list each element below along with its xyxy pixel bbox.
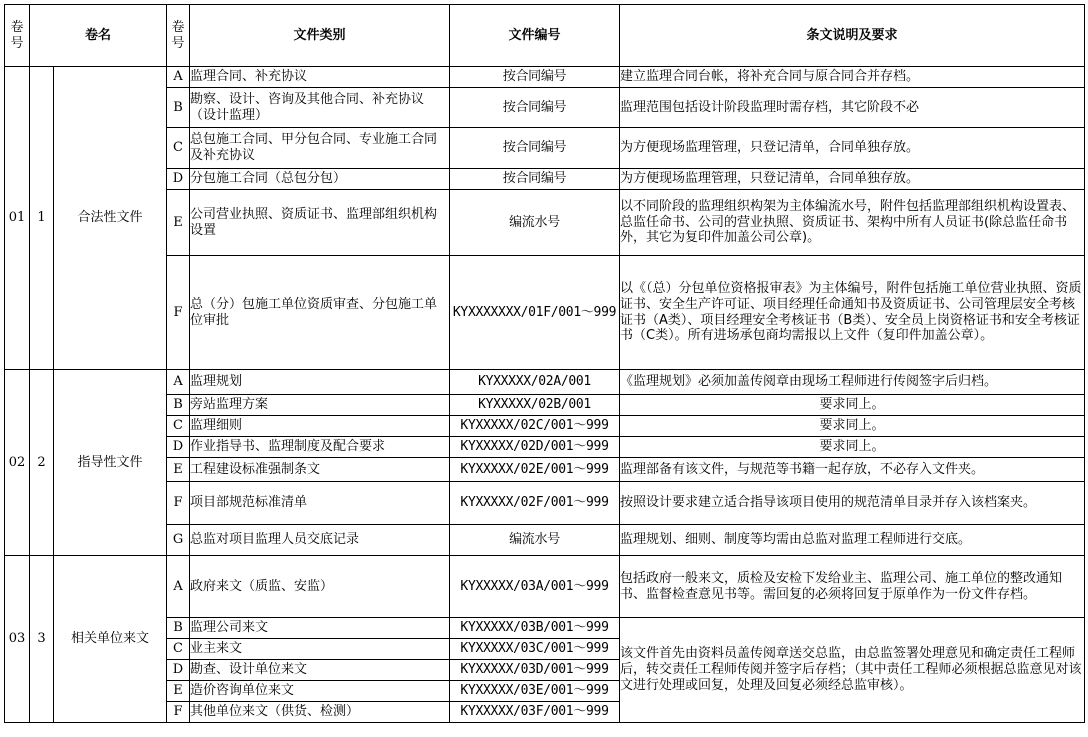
row-desc: 为方便现场监理管理，只登记清单，合同单独存放。	[620, 169, 1085, 190]
row-category: 总（分）包施工单位资质审查、分包施工单位审批	[190, 256, 450, 370]
row-code: KYXXXXX/02A/001	[450, 370, 620, 395]
row-code: 按合同编号	[450, 169, 620, 190]
row-desc: 要求同上。	[620, 437, 1085, 458]
row-letter: G	[167, 525, 190, 556]
row-category: 监理规划	[190, 370, 450, 395]
row-category: 监理合同、补充协议	[190, 67, 450, 88]
table-row	[5, 67, 1085, 88]
vol-no-02: 02	[5, 370, 30, 556]
row-letter: E	[167, 458, 190, 482]
header-vol-no	[5, 5, 30, 67]
header-code: 文件编号	[450, 5, 620, 67]
row-category: 分包施工合同（总包分包）	[190, 169, 450, 190]
table-row	[5, 190, 1085, 256]
row-code: KYXXXXX/03A/001～999	[450, 556, 620, 618]
row-desc: 建立监理合同台帐，将补充合同与原合同合并存档。	[620, 67, 1085, 88]
row-code: KYXXXXXXX/01F/001～999	[450, 256, 620, 370]
vol-no-01: 01	[5, 67, 30, 370]
row-letter: C	[167, 639, 190, 660]
table-row	[5, 556, 1085, 618]
row-letter: D	[167, 660, 190, 681]
row-category: 其他单位来文（供货、检测）	[190, 702, 450, 723]
row-desc: 以不同阶段的监理组织构架为主体编流水号，附件包括监理部组织机构设置表、总监任命书、公司的营业执照、资质证书、架构中所有人员证书(除总监任命书外，其它为复印件加盖公司公章)。	[620, 190, 1085, 256]
row-code: KYXXXXX/03D/001～999	[450, 660, 620, 681]
row-letter: D	[167, 169, 190, 190]
row-category: 勘查、设计单位来文	[190, 660, 450, 681]
header-category: 文件类别	[190, 5, 450, 67]
header-vol-seq	[167, 5, 190, 67]
table-row	[5, 482, 1085, 525]
row-code: KYXXXXX/02C/001～999	[450, 416, 620, 437]
row-category: 旁站监理方案	[190, 395, 450, 416]
table-row	[5, 256, 1085, 370]
header-desc: 条文说明及要求	[620, 5, 1085, 67]
row-letter: B	[167, 395, 190, 416]
row-letter: C	[167, 128, 190, 169]
header-vol-no-label: 卷号	[10, 19, 24, 51]
row-category: 总包施工合同、甲分包合同、专业施工合同及补充协议	[190, 128, 450, 169]
row-category: 监理公司来文	[190, 618, 450, 639]
table-row	[5, 525, 1085, 556]
row-category: 总监对项目监理人员交底记录	[190, 525, 450, 556]
row-code: 按合同编号	[450, 88, 620, 128]
vol-seq-3: 3	[30, 556, 54, 723]
row-category: 项目部规范标准清单	[190, 482, 450, 525]
row-desc: 要求同上。	[620, 395, 1085, 416]
row-category: 业主来文	[190, 639, 450, 660]
row-desc-shared: 该文件首先由资料员盖传阅章送交总监，由总监签署处理意见和确定责任工程师后，转交责任工程师传阅并签字后存档；（其中责任工程师必须根据总监意见对该文进行处理或回复，处理及回复必须经总监审核）。	[620, 618, 1085, 723]
row-letter: F	[167, 256, 190, 370]
row-letter: F	[167, 482, 190, 525]
row-code: 按合同编号	[450, 128, 620, 169]
row-code: KYXXXXX/02D/001～999	[450, 437, 620, 458]
header-vol-name: 卷名	[30, 5, 167, 67]
header-vol-seq-label: 卷号	[171, 19, 185, 51]
row-desc: 包括政府一般来文，质检及安检下发给业主、监理公司、施工单位的整改通知书、监督检查意见书等。需回复的必须将回复于原单作为一份文件存档。	[620, 556, 1085, 618]
row-desc: 为方便现场监理管理，只登记清单，合同单独存放。	[620, 128, 1085, 169]
row-code: 编流水号	[450, 190, 620, 256]
table-row	[5, 88, 1085, 128]
table-row	[5, 128, 1085, 169]
row-letter: A	[167, 370, 190, 395]
header-row	[5, 5, 1085, 67]
row-code: KYXXXXX/03B/001～999	[450, 618, 620, 639]
vol-seq-2: 2	[30, 370, 54, 556]
row-letter: E	[167, 681, 190, 702]
row-code: KYXXXXX/02F/001～999	[450, 482, 620, 525]
row-desc: 要求同上。	[620, 416, 1085, 437]
table-row	[5, 437, 1085, 458]
row-letter: B	[167, 88, 190, 128]
row-desc: 《监理规划》必须加盖传阅章由现场工程师进行传阅签字后归档。	[620, 370, 1085, 395]
row-category: 勘察、设计、咨询及其他合同、补充协议（设计监理）	[190, 88, 450, 128]
row-letter: C	[167, 416, 190, 437]
row-letter: A	[167, 67, 190, 88]
row-code: KYXXXXX/03C/001～999	[450, 639, 620, 660]
table-row	[5, 370, 1085, 395]
row-desc: 以《（总）分包单位资格报审表》为主体编号，附件包括施工单位营业执照、资质证书、安全生产许可证、项目经理任命通知书及资质证书、公司管理层安全考核证书（A类）、项目经理安全考核证书（B类）、安全员上岗资格证书和安全考核证书（C类）。所有进场承包商均需报以上文件（复印件加盖公章）。	[620, 256, 1085, 370]
vol-no-03: 03	[5, 556, 30, 723]
row-letter: A	[167, 556, 190, 618]
table-row	[5, 458, 1085, 482]
vol-seq-1: 1	[30, 67, 54, 370]
table-row	[5, 416, 1085, 437]
row-code: 编流水号	[450, 525, 620, 556]
row-desc: 监理规划、细则、制度等均需由总监对监理工程师进行交底。	[620, 525, 1085, 556]
row-code: 按合同编号	[450, 67, 620, 88]
vol-name-external-correspondence: 相关单位来文	[54, 556, 167, 723]
row-letter: F	[167, 702, 190, 723]
table-row	[5, 169, 1085, 190]
row-code: KYXXXXX/03E/001～999	[450, 681, 620, 702]
table-row	[5, 395, 1085, 416]
row-letter: D	[167, 437, 190, 458]
row-desc: 监理范围包括设计阶段监理时需存档，其它阶段不必	[620, 88, 1085, 128]
row-desc: 按照设计要求建立适合指导该项目使用的规范清单目录并存入该档案夹。	[620, 482, 1085, 525]
row-category: 造价咨询单位来文	[190, 681, 450, 702]
table-row	[5, 618, 1085, 639]
row-code: KYXXXXX/02E/001～999	[450, 458, 620, 482]
row-category: 监理细则	[190, 416, 450, 437]
row-code: KYXXXXX/02B/001	[450, 395, 620, 416]
row-category: 公司营业执照、资质证书、监理部组织机构设置	[190, 190, 450, 256]
row-desc: 监理部备有该文件，与规范等书籍一起存放，不必存入文件夹。	[620, 458, 1085, 482]
row-category: 政府来文（质监、安监）	[190, 556, 450, 618]
row-category: 作业指导书、监理制度及配合要求	[190, 437, 450, 458]
vol-name-guidance-docs: 指导性文件	[54, 370, 167, 556]
archive-catalog-table	[4, 4, 1085, 723]
row-letter: E	[167, 190, 190, 256]
row-category: 工程建设标准强制条文	[190, 458, 450, 482]
row-letter: B	[167, 618, 190, 639]
vol-name-legal-docs: 合法性文件	[54, 67, 167, 370]
row-code: KYXXXXX/03F/001～999	[450, 702, 620, 723]
